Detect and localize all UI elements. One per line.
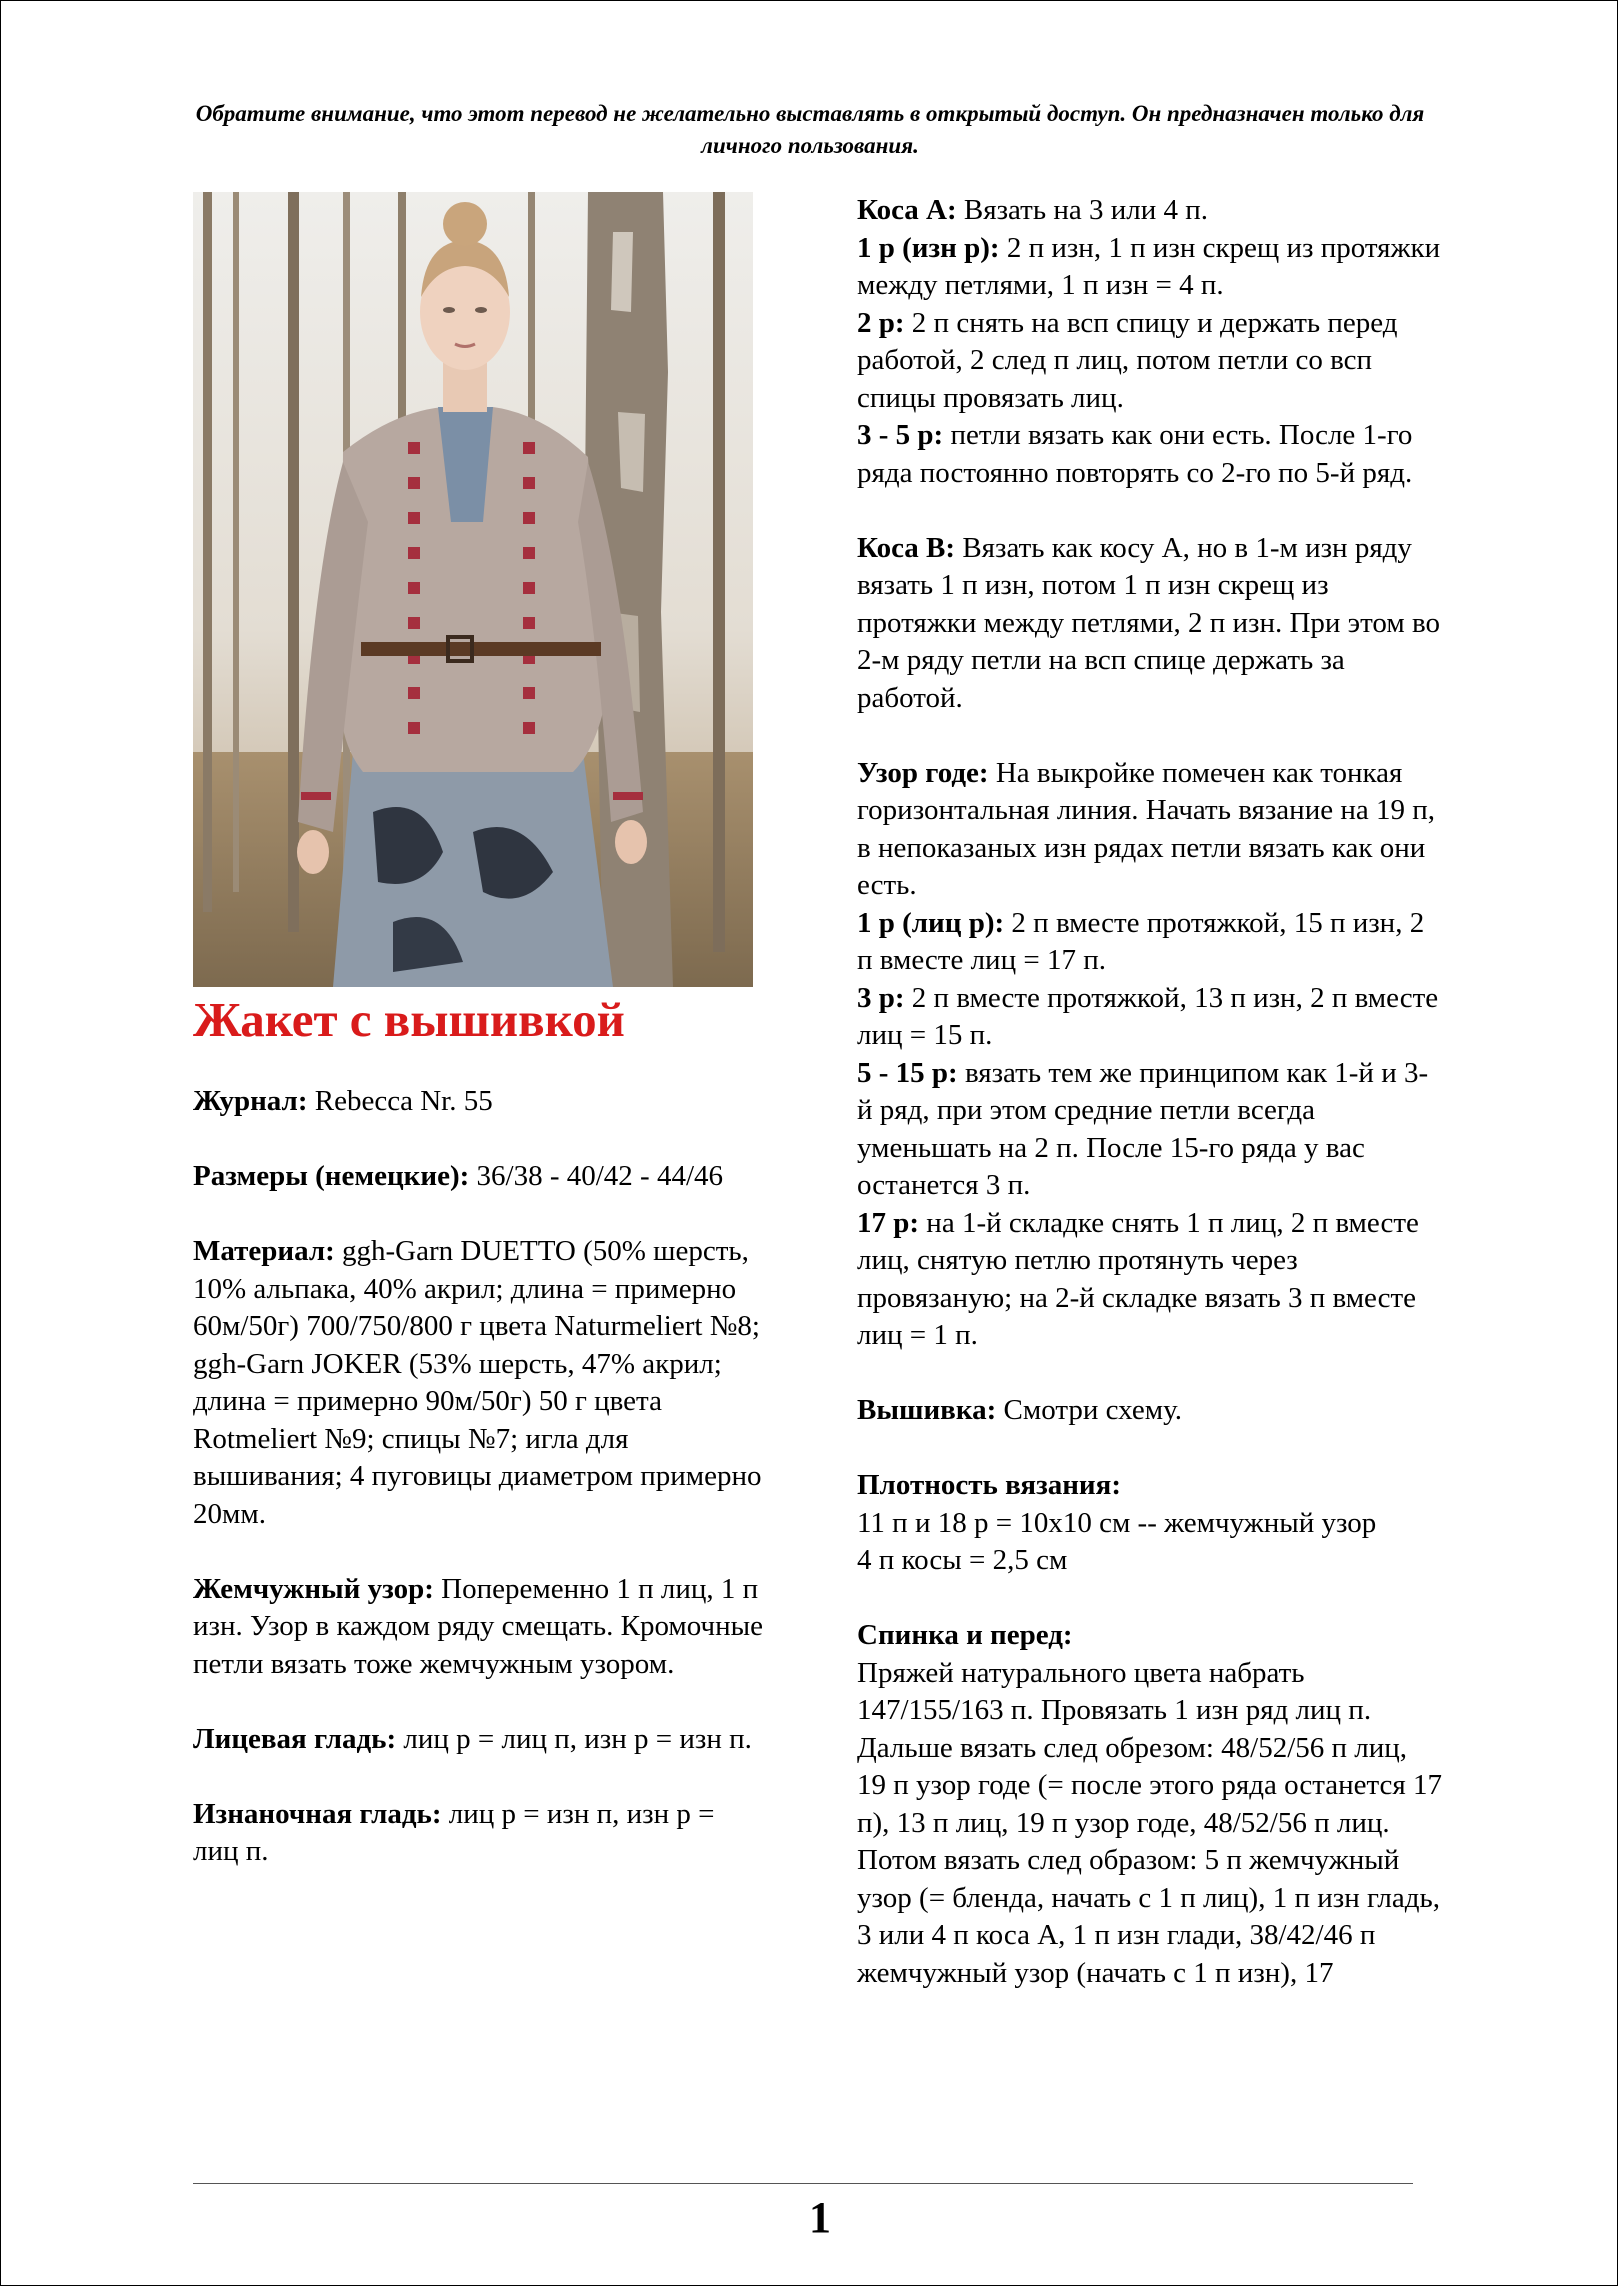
gode-row1 bbox=[857, 905, 1442, 980]
cable-a-row2 bbox=[857, 305, 1442, 418]
back-front-heading bbox=[857, 1617, 1442, 1655]
cable-b-paragraph bbox=[857, 530, 1442, 718]
cable-a-paragraph bbox=[857, 192, 1442, 230]
gode-label: Узор годе: bbox=[857, 756, 989, 789]
cable-a-row1-value: 2 п изн, 1 п изн скрещ из протяжки между петлями, 1 п изн = 4 п. bbox=[857, 231, 1441, 301]
cable-a-row2-value: 2 п снять на всп спицу и держать перед работой, 2 след п лиц, потом петли со всп спицы провязать лиц. bbox=[857, 306, 1398, 414]
sizes-paragraph bbox=[193, 1158, 763, 1196]
reverse-stockinette-paragraph bbox=[193, 1796, 763, 1871]
gauge-line-2: 4 п косы = 2,5 см bbox=[857, 1544, 1068, 1576]
gode-row5 bbox=[857, 1055, 1442, 1205]
gode-row1-value: 2 п вместе протяжкой, 15 п изн, 2 п вместе лиц = 17 п. bbox=[857, 906, 1425, 976]
sizes-label: Размеры (немецкие): bbox=[193, 1160, 470, 1192]
left-column bbox=[193, 1083, 763, 1871]
gode-row17 bbox=[857, 1205, 1442, 1355]
embroidery-paragraph bbox=[857, 1392, 1442, 1430]
journal-label: Журнал: bbox=[193, 1085, 308, 1117]
cable-a-row3-value: петли вязать как они есть. После 1-го ряда постоянно повторять со 2-го по 5-й ряд. bbox=[857, 419, 1413, 489]
gode-row5-label: 5 - 15 р: bbox=[857, 1056, 958, 1089]
gode-row3-value: 2 п вместе протяжкой, 13 п изн, 2 п вместе лиц = 15 п. bbox=[857, 981, 1439, 1051]
page-title: Жакет с вышивкой bbox=[193, 992, 625, 1047]
stockinette-value: лиц р = лиц п, изн р = изн п. bbox=[396, 1722, 752, 1755]
gode-value: На выкройке помечен как тонкая горизонтальная линия. Начать вязание на 19 п, в непоказаных изн рядах петли вязать как они есть. bbox=[857, 756, 1436, 901]
sizes-value: 36/38 - 40/42 - 44/46 bbox=[469, 1160, 724, 1192]
gode-row3-label: 3 р: bbox=[857, 981, 905, 1014]
material-paragraph bbox=[193, 1233, 763, 1533]
cable-a-value: Вязать на 3 или 4 п. bbox=[956, 194, 1209, 226]
cable-a-row3-label: 3 - 5 р: bbox=[857, 419, 944, 451]
back-front-label: Спинка и перед: bbox=[857, 1619, 1073, 1651]
stockinette-paragraph bbox=[193, 1721, 763, 1759]
pearl-pattern-value: Попеременно 1 п лиц, 1 п изн. Узор в каждом ряду смещать. Кромочные петли вязать тоже жемчужным узором. bbox=[193, 1572, 763, 1680]
reverse-stockinette-value: лиц р = изн п, изн р = лиц п. bbox=[193, 1797, 715, 1867]
product-photo bbox=[193, 192, 753, 987]
right-column bbox=[857, 192, 1442, 1992]
journal-value: Rebecca Nr. 55 bbox=[307, 1085, 493, 1117]
pearl-pattern-paragraph bbox=[193, 1571, 763, 1684]
cable-a-row3 bbox=[857, 417, 1442, 492]
gode-paragraph bbox=[857, 755, 1442, 905]
gode-row17-label: 17 р: bbox=[857, 1206, 920, 1239]
gauge-heading bbox=[857, 1467, 1442, 1505]
material-value: ggh-Garn DUETTO (50% шерсть, 10% альпака, 40% акрил; длина = примерно 60м/50г) 700/750/800 г цвета Naturmeliert №8; ggh-Garn JOKER (53% шерсть, 47% акрил; длина = примерно 90м/50г) 50 г цвета Rotmeliert №9; спицы №7; игла для вышивания; 4 пуговицы диаметром примерно 20мм. bbox=[193, 1235, 762, 1530]
gode-row1-label: 1 р (лиц р): bbox=[857, 906, 1005, 939]
gauge-label: Плотность вязания: bbox=[857, 1469, 1121, 1501]
embroidery-label: Вышивка: bbox=[857, 1394, 997, 1426]
gode-row3 bbox=[857, 980, 1442, 1055]
page-number: 1 bbox=[809, 2193, 831, 2242]
footer-divider bbox=[193, 2183, 1413, 2184]
cable-a-label: Коса А: bbox=[857, 194, 957, 226]
reverse-stockinette-label: Изнаночная гладь: bbox=[193, 1797, 442, 1830]
notice-text: Обратите внимание, что этот перевод не желательно выставлять в открытый доступ. Он предназначен только для личного пользования. bbox=[195, 101, 1425, 158]
back-front-text: Пряжей натурального цвета набрать 147/155/163 п. Провязать 1 изн ряд лиц п. Дальше вязать след обрезом: 48/52/56 п лиц, 19 п узор годе (= после этого ряда останется 17 п), 13 п лиц, 19 п узор годе, 48/52/56 п лиц. Потом вязать след образом: 5 п жемчужный узор (= бленда, начать с 1 п лиц), 1 п изн гладь, 3 или 4 п коса А, 1 п изн глади, 38/42/46 п жемчужный узор (начать с 1 п изн), 17 bbox=[857, 1656, 1442, 1989]
gode-row17-value: на 1-й складке снять 1 п лиц, 2 п вместе лиц, снятую петлю протянуть через провязаную; на 2-й складке вязать 3 п вместе лиц = 1 п. bbox=[857, 1206, 1419, 1351]
cable-b-value: Вязать как косу А, но в 1-м изн ряду вязать 1 п изн, потом 1 п изн скрещ из протяжки между петлями, 2 п изн. При этом во 2-м ряду петли на всп спице держать за работой. bbox=[857, 531, 1440, 714]
cable-b-label: Коса В: bbox=[857, 531, 956, 564]
pearl-pattern-label: Жемчужный узор: bbox=[193, 1572, 434, 1605]
stockinette-label: Лицевая гладь: bbox=[193, 1722, 397, 1755]
cable-a-row1 bbox=[857, 230, 1442, 305]
cable-a-row1-label: 1 р (изн р): bbox=[857, 231, 1000, 264]
gode-row5-value: вязать тем же принципом как 1-й и 3-й ряд, при этом средние петли всегда уменьшать на 2 п. После 15-го ряда у вас останется 3 п. bbox=[857, 1056, 1429, 1201]
cable-a-row2-label: 2 р: bbox=[857, 306, 905, 339]
journal-paragraph bbox=[193, 1083, 763, 1121]
embroidery-value: Смотри схему. bbox=[996, 1394, 1182, 1426]
gauge-line-1: 11 п и 18 р = 10х10 см -- жемчужный узор bbox=[857, 1506, 1377, 1539]
material-label: Материал: bbox=[193, 1235, 335, 1267]
photo-illustration bbox=[193, 192, 753, 987]
